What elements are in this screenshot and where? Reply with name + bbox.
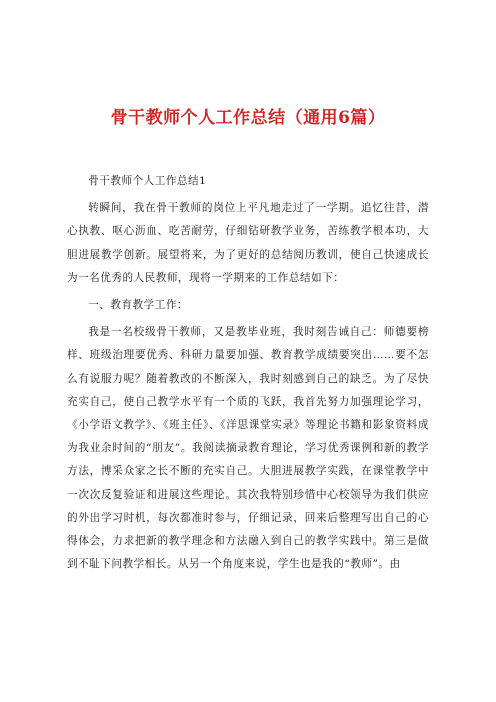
paragraph-teaching: 我是一名校级骨干教师，又是教毕业班，我时刻告诫自己：师德要榜样、班级治理要优秀、科研力量要加强、教育教学成绩要突出……要不怎么有说服力呢？随着教改的不断深入，我时刻感到自己的缺乏。为了尽快充实自己，使自己教学水平有一个质的飞跃，我首先努力加强理论学习，《小学语文教学》、《班主任》、《洋思课堂实录》等理论书籍和影象资料成为我业余时间的“朋友”。我阅读摘录教育理论，学习优秀课例和新的教学方法，博采众家之长不断的充实自己。大胆进展教学实践，在课堂教学中一次次反复验证和进展这些理论。其次我特别珍惜中心校领导为我们供应的外出学习时机，每次都准时参与，仔细记录，回来后整理写出自己的心得体会，力求把新的教学理念和方法融入到自己的教学实践中。第三是做到不耻下问教学相长。从另一个角度来说，学生也是我的“教师”。由: [67, 326, 429, 571]
section-heading-teaching: 一、教育教学工作：: [88, 299, 189, 312]
article-subtitle: 骨干教师个人工作总结1: [88, 175, 207, 187]
document-title: 骨干教师个人工作总结（通用6篇）: [110, 108, 386, 128]
paragraph-intro: 转瞬间，我在骨干教师的岗位上平凡地走过了一学期。追忆往昔，潜心执教、呕心沥血、吃苦耐劳，仔细钻研教学业务，苦练教学根本功，大胆进展教学创新。展望将来，为了更好的总结阅历教训，使自己快速成长为一名优秀的人民教师，现将一学期来的工作总结如下：: [67, 202, 429, 284]
document-body: [67, 170, 429, 580]
